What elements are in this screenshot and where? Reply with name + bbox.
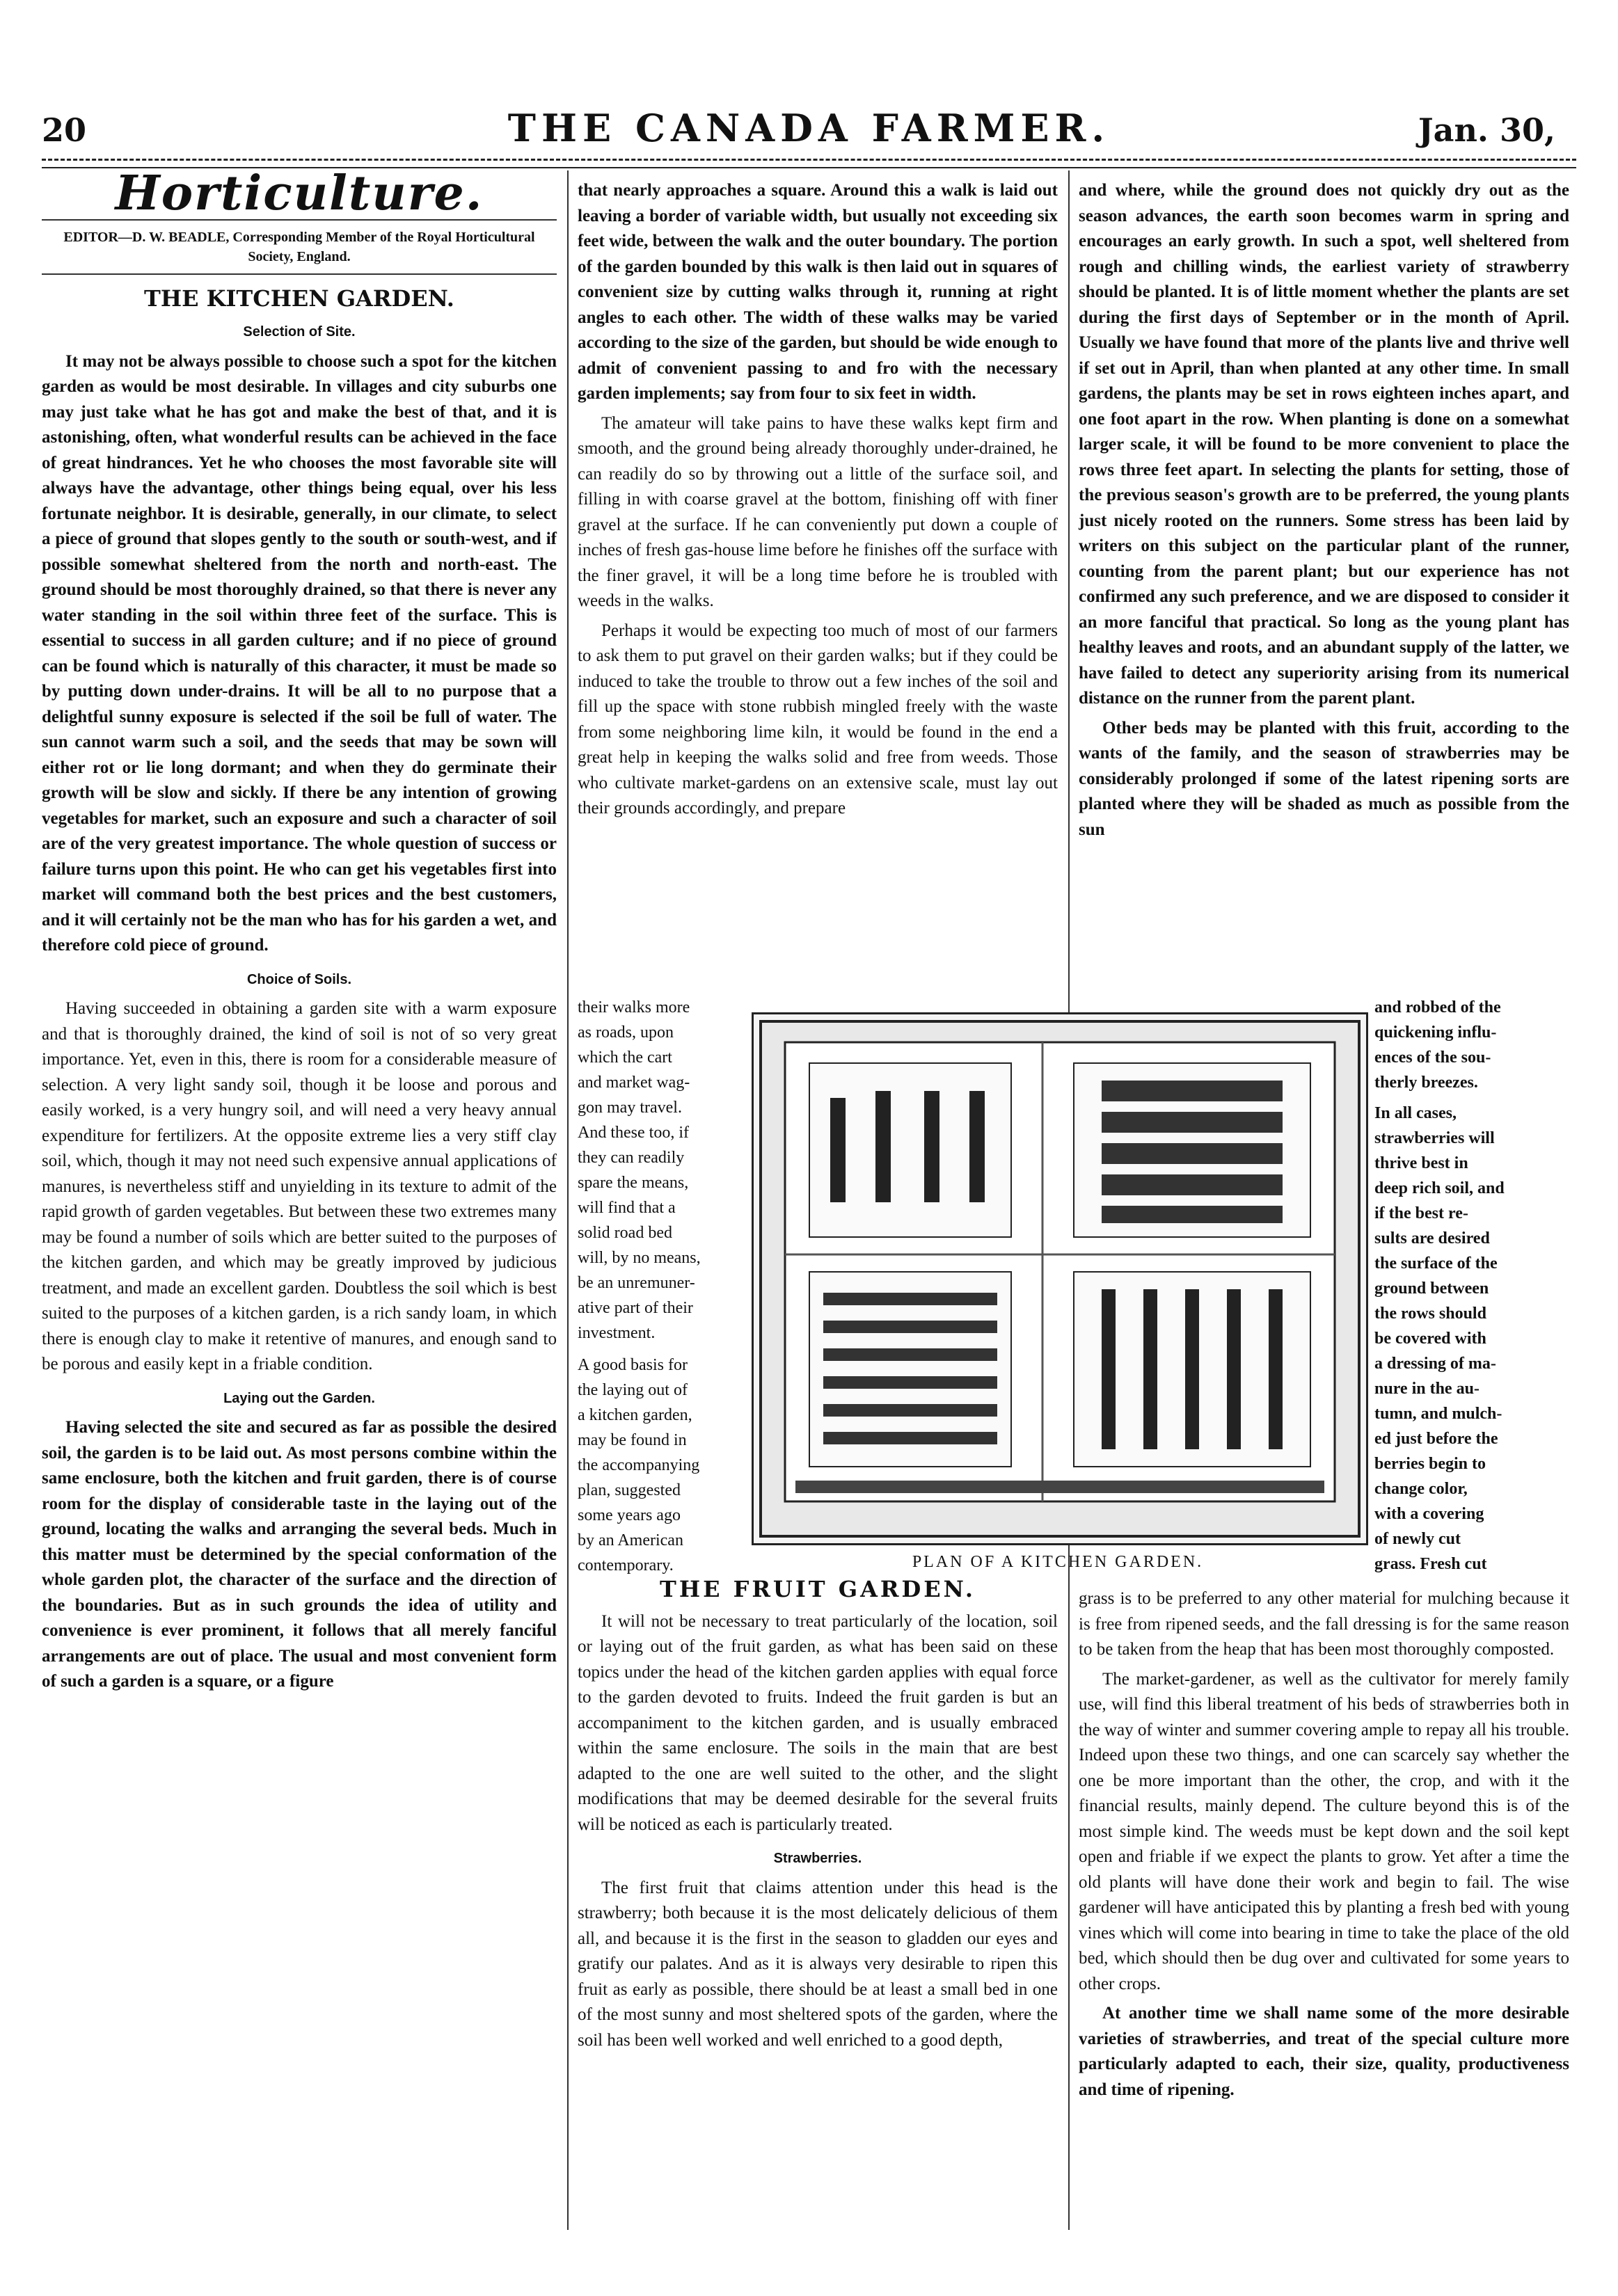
wrap-line: and robbed of the: [1374, 998, 1501, 1017]
wrap-line: ground between: [1374, 1279, 1489, 1298]
subhead-site: Selection of Site.: [243, 324, 356, 340]
paragraph: It will not be necessary to treat particularly of the location, soil or laying out of the fruit garden, as what has been said on these topics under the head of the kitchen garden applies with equal force to the garden devoted to fruits. Indeed the fruit garden is but an accompaniment to the kitchen garden, and is usually embraced within the same enclosure. The soils in the main that are best adapted to the one are well suited to the other, and the slight modifications that may be deemed desirable for the several fruits will be noticed as each is particularly treated.: [578, 1611, 1058, 1834]
subhead-strawberries: Strawberries.: [773, 1851, 862, 1866]
subhead-soils: Choice of Soils.: [246, 971, 352, 987]
paragraph: The first fruit that claims attention under this head is the strawberry; both because it is the most delicately delicious of them all, and because it is the first in the season to gladden our eyes and gratify our palates. And as it is always very desirable to ripen this fruit as early as possible, there should be at least a small bed in one of the most sunny and most sheltered spots of the garden, where the soil has been well worked and well enriched to a good depth,: [578, 1878, 1058, 2050]
wrap-line: be covered with: [1374, 1330, 1486, 1348]
wrap-line: the rows should: [1374, 1305, 1486, 1323]
wrap-line: the laying out of: [578, 1381, 688, 1399]
wrap-line: spare the means,: [578, 1174, 689, 1192]
wrap-line: the accompanying: [578, 1456, 700, 1474]
wrap-line: A good basis for: [578, 1356, 688, 1374]
column-3-top: [1079, 178, 1569, 847]
wrap-line: investment.: [578, 1324, 656, 1342]
wrap-line: of newly cut: [1374, 1530, 1461, 1548]
column-1: [42, 166, 557, 1699]
column-2-top: [578, 178, 1058, 826]
wrap-line: will find that a: [578, 1199, 676, 1217]
wrap-line: they can readily: [578, 1149, 685, 1167]
wrap-line: may be found in: [578, 1431, 687, 1449]
wrap-line: quickening influ-: [1374, 1023, 1497, 1042]
paragraph: grass is to be preferred to any other material for mulching because it is free from ripened seeds, and the fall dressing is for the same reason to be taken from the heap that has been most thoroughly composted.: [1079, 1589, 1569, 1659]
wrap-line: deep rich soil, and: [1374, 1179, 1505, 1197]
wrap-line: will, by no means,: [578, 1249, 701, 1267]
wrap-line: which the cart: [578, 1049, 672, 1067]
wrap-line: if the best re-: [1374, 1204, 1468, 1222]
wrap-line: ative part of their: [578, 1299, 693, 1317]
wrap-line: their walks more: [578, 998, 690, 1017]
paragraph: At another time we shall name some of the more desirable varieties of strawberries, and treat of the special culture more particularly adapted to each, their size, quality, productiveness and time of ripening.: [1079, 2004, 1569, 2099]
wrap-text-left: [578, 995, 745, 1578]
wrap-line: the surface of the: [1374, 1254, 1498, 1273]
fruit-garden-title: THE FRUIT GARDEN.: [660, 1576, 976, 1602]
wrap-line: as roads, upon: [578, 1023, 674, 1042]
wrap-line: sults are desired: [1374, 1229, 1490, 1247]
paragraph: Having succeeded in obtaining a garden site with a warm exposure and that is thoroughly drained, the kind of soil is not of so very great importance. Yet, even in this, there is room for a considerable measure of selection. A very light sandy soil, though it be loose and porous and easily worked, is a very hungry soil, and will need a very heavy annual expenditure for fertilizers. At the opposite extreme lies a very stiff clay soil, which, though it may not need such expensive annual applications of manures, is nevertheless stiff and unyielding in its texture to admit of the rapid growth of garden vegetables. But between these two extremes many may be found a number of soils which are better suited to the purposes of the kitchen garden, and which may be greatly improved by judicious treatment, and made an excellent garden. Doubtless the soil which is best suited to the purposes of a kitchen garden, is a rich sandy loam, in which there is enough clay to make it retentive of manures, and enough sand to be porous and easily kept in a friable condition.: [42, 999, 557, 1373]
wrap-line: In all cases,: [1374, 1104, 1457, 1122]
paragraph: The market-gardener, as well as the cultivator for merely family use, will find this liberal treatment of his beds of strawberries both in the way of winter and summer covering ample to repay all his trouble. Indeed upon these two things, and one can scarcely say whether the one be more important than the other, the crop, and with it the financial results, mainly depend. The culture beyond this is of the most simple kind. The weeds must be kept down and the soil kept open and friable if we expect the plants to grow. Yet after a time the old plants will have done their work and begin to fail. The wise gardener will have anticipated this by planting a fresh bed with young vines which will come into bearing in time to take the place of the old bed, which should then be dug over and cultivated for some years to other crops.: [1079, 1669, 1569, 1993]
paragraph: It may not be always possible to choose such a spot for the kitchen garden as would be most desirable. In villages and city suburbs one may just take what he has got and make the best of that, and it is astonishing, often, what wonderful results can be achieved in the face of great hindrances. Yet he who chooses the most favorable site will always have the advantage, other things being equal, over his less fortunate neighbor. It is desirable, generally, in our climate, to select a piece of ground that slopes gently to the south or south-west, and if possible somewhat sheltered from the north and north-east. The ground should be most thoroughly drained, so that there is never any water standing in the soil within three feet of the surface. This is essential to success in all garden culture; and if no piece of ground can be found which is naturally of this character, it must be made so by putting down under-drains. It will be all to no purpose that a delightful sunny exposure is selected if the soil be full of water. The sun cannot warm such a soil, and the seeds that may be sown will either rot or lie long dormant; and when they do germinate their growth will be slow and sickly. If there be any intention of growing vegetables for market, such an exposure and such a character of soil are of the very greatest importance. The whole question of success or failure turns upon this point. He who can get his vegetables first into market will command both the best prices and the best customers, and it will certainly not be the man who has for his garden a wet, and therefore cold piece of ground.: [42, 351, 557, 955]
article-title: THE KITCHEN GARDEN.: [144, 285, 454, 312]
wrap-line: nure in the au-: [1374, 1380, 1480, 1398]
wrap-text-right: [1374, 995, 1569, 1577]
wrap-line: a kitchen garden,: [578, 1406, 692, 1424]
figure-caption: PLAN OF A KITCHEN GARDEN.: [912, 1553, 1204, 1571]
wrap-line: ed just before the: [1374, 1430, 1498, 1448]
wrap-line: gon may travel.: [578, 1099, 682, 1117]
garden-plan-drawing: [754, 1014, 1366, 1543]
wrap-line: therly breezes.: [1374, 1074, 1478, 1092]
paragraph: Other beds may be planted with this fruit, according to the wants of the family, and the season of strawberries may be considerably prolonged if some of the latest ripening sorts are planted where they will be shaded as much as possible from the sun: [1079, 718, 1569, 839]
wrap-line: and market wag-: [578, 1074, 690, 1092]
wrap-line: change color,: [1374, 1480, 1468, 1498]
wrap-line: ences of the sou-: [1374, 1049, 1491, 1067]
wrap-line: grass. Fresh cut: [1374, 1555, 1487, 1573]
issue-date: Jan. 30,: [1418, 111, 1555, 149]
header-rule: [42, 159, 1576, 161]
wrap-line: be an unremuner-: [578, 1274, 695, 1292]
wrap-line: berries begin to: [1374, 1455, 1486, 1473]
wrap-line: contemporary.: [578, 1556, 674, 1574]
wrap-line: some years ago: [578, 1506, 681, 1524]
paragraph: The amateur will take pains to have these walks kept firm and smooth, and the ground being already thoroughly under-drained, he can readily do so by throwing out a little of the surface soil, and filling in with coarse gravel at the bottom, finishing off with finer gravel at the surface. If he can conveniently put down a couple of inches of fresh gas-house lime before he finishes off the surface with the finer gravel, it will be a long time before he is troubled with weeds in the walks.: [578, 413, 1058, 610]
wrap-line: And these too, if: [578, 1124, 689, 1142]
paragraph: and where, while the ground does not quickly dry out as the season advances, the earth soon becomes warm in spring and encourages an early growth. In such a spot, well sheltered from rough and chilling winds, the earliest variety of strawberry should be planted. It is of little moment whether the plants are set during the first days of September or in the month of April. Usually we have found that more of the plants live and thrive well if set out in April, than when planted at any other time. In small gardens, the plants may be set in rows eighteen inches apart, and one foot apart in the row. When planting is done on a somewhat larger scale, it will be found to be more convenient to place the rows three feet apart. In selecting the plants for setting, those of the previous season's growth are to be preferred, the young plants just nicely rooted on the runners. Some stress has been laid by writers on this subject on the particular plant of the runner, counting from the parent plant; but our experience has not confirmed any such preference, and we are disposed to consider it an more fanciful that practical. So long as the young plant has healthy leaves and roots, and an abundant supply of the latter, we have failed to detect any superiority arising from its numerical distance on the runner from the parent plant.: [1079, 181, 1569, 708]
wrap-line: a dressing of ma-: [1374, 1355, 1496, 1373]
wrap-line: thrive best in: [1374, 1154, 1468, 1172]
column-3-bottom: [1079, 1586, 1569, 2107]
column-2-bottom: [578, 1572, 1058, 2057]
page-number: 20: [42, 111, 87, 149]
paragraph: Perhaps it would be expecting too much of most of our farmers to ask them to put gravel on their garden walks; but if they could be induced to take the trouble to throw out a few inches of the soil and fill up the space with stone rubbish mingled freely with the waste from some neighboring lime kiln, it would be found in the end a great help in keeping the walks solid and free from weeds. Those who cultivate market-gardens on an extensive scale, must lay out their grounds accordingly, and prepare: [578, 621, 1058, 818]
subhead-laying-out: Laying out the Garden.: [223, 1390, 375, 1406]
wrap-line: by an American: [578, 1531, 683, 1549]
paragraph: Having selected the site and secured as far as possible the desired soil, the garden is to be laid out. As most persons combine within the same enclosure, both the kitchen and fruit garden, there is of course room for the display of considerable taste in the laying out of the ground, locating the walks and arranging the several beds. Much in this matter must be determined by the special conformation of the whole garden plot, the character of the surface and the direction of the boundaries. But as in such grounds the idea of utility and convenience is ever prominent, it follows that all merely fanciful arrangements are out of place. The usual and most convenient form of such a garden is a square, or a figure: [42, 1418, 557, 1691]
editor-line: EDITOR—D. W. BEADLE, Corresponding Member of the Royal Horticultural Society, England.: [42, 219, 557, 275]
kitchen-garden-plan: [752, 1012, 1368, 1545]
section-title: Horticulture.: [115, 166, 484, 221]
wrap-line: strawberries will: [1374, 1129, 1495, 1147]
wrap-line: solid road bed: [578, 1224, 672, 1242]
wrap-line: tumn, and mulch-: [1374, 1405, 1502, 1423]
column-divider-1: [567, 170, 569, 2230]
wrap-line: plan, suggested: [578, 1481, 681, 1499]
paragraph: that nearly approaches a square. Around this a walk is laid out leaving a border of variable width, but usually not exceeding six feet wide, between the walk and the outer boundary. The portion of the garden bounded by this walk is then laid out in squares of convenient size by cutting walks through it, running at right angles to each other. The width of these walks may be varied according to the size of the garden, but should be wide enough to admit of convenient passing to and fro with the necessary garden implements; say from four to six feet in width.: [578, 181, 1058, 403]
masthead: THE CANADA FARMER.: [507, 106, 1111, 150]
wrap-line: with a covering: [1374, 1505, 1484, 1523]
